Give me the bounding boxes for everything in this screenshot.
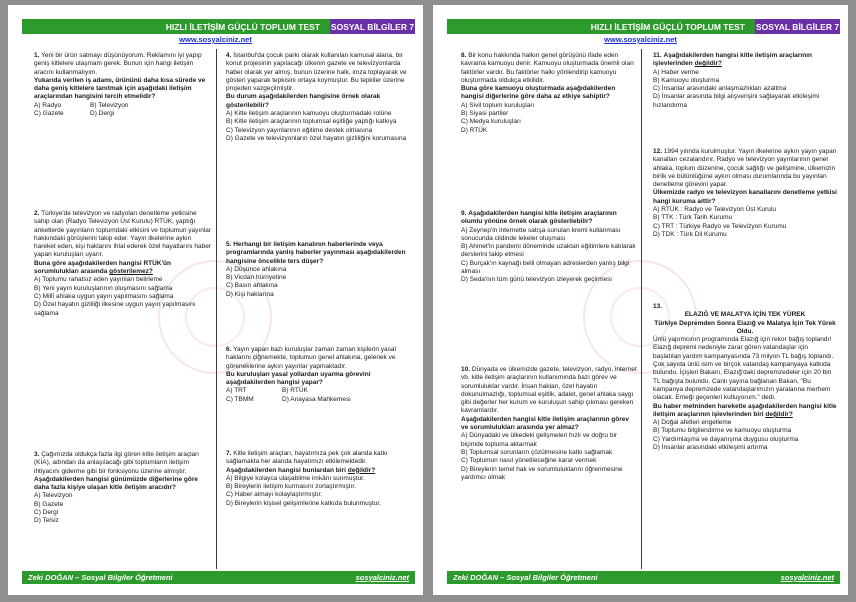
question-stem: Aşağıdakilerden hangisi günümüzde diğerlerine göre daha fazla kişiye ulaşan kitle iletişim aracıdır?: [34, 475, 198, 492]
option-c[interactable]: C) Gazete: [34, 110, 64, 118]
page-header: [447, 19, 840, 34]
question-text: Çağımızda oldukça fazla ilgi gören kitle iletişim araçları (KİA), adından da anlaşılacağı gibi toplumların iletişim ihtiyacını giderme gibi bir fonksiyonu üzerine almıştır.: [34, 451, 200, 475]
option-b[interactable]: B) Bireylerin iletişim kurmasını zorlaştırmıştır.: [226, 483, 357, 491]
question-text: 1994 yılında kurulmuştur. Yayın ilkelerine aykırı yayın yapan kanalları cezalandırır. Radyo ve televizyon yayınlarının genel ahlaka, toplum düzenine, çocuk sağlığı ve gelişimine, ülkemizin birlik ve bütünlüğüne aykırı olması durumlarında bu yayınları denetleme görevini yapar.: [653, 148, 837, 189]
option-d[interactable]: D) RTÜK: [461, 126, 488, 134]
option-d[interactable]: D) Özel hayatın gizliliği ilkesine uygun yayın yapılmasını sağlama: [34, 301, 196, 317]
column-divider: [641, 49, 642, 569]
option-d[interactable]: D) Gazete ve televizyonların özel hayatın gizliliğini korumasına: [226, 134, 407, 142]
site-link[interactable]: www.sosyalciniz.net: [179, 35, 252, 44]
option-b[interactable]: B) Vicdan hürriyetine: [226, 274, 287, 282]
question-text: Yayın yapan bazı kuruluşlar zaman zaman kişilerin yasal haklarını çiğnemekte, toplumun genel ahlakına, gelenek ve göreneklerine aykırı yayınlar yapmaktadır.: [226, 346, 396, 370]
footer-link[interactable]: sosyalciniz.net: [355, 573, 409, 582]
subject-badge: SOSYAL BİLGİLER 7: [755, 19, 840, 34]
option-b[interactable]: B) TTK : Türk Tarih Kurumu: [653, 214, 733, 222]
question-stem: Aşağıdakilerden hangisi kitle iletişim araçlarının olumlu yönüne örnek olarak gösterilebilir?: [461, 210, 617, 226]
option-d[interactable]: D) Bireylerin kişisel gelişimlerine katkıda bulunmuştur.: [226, 499, 381, 507]
news-subheadline: Türkiye Depremden Sonra Elazığ ve Malatya İçin Tek Yürek Oldu.: [654, 319, 836, 335]
option-b[interactable]: B) Yeni yayın kuruluşlarının oluşmasını sağlama: [34, 284, 173, 292]
option-d[interactable]: D) Kişi haklarına: [226, 290, 274, 298]
option-a[interactable]: A) Sivil toplum kuruluşları: [461, 101, 535, 109]
option-d[interactable]: D) Telsiz: [34, 517, 59, 525]
option-a[interactable]: A) TRT: [226, 387, 247, 395]
question-stem: Bu kuruluşları yasal yollardan uyarma görevini aşağıdakilerden hangisi yapar?: [226, 370, 371, 387]
option-a[interactable]: A) Dünyadaki ve ülkedeki gelişmeleri hızlı ve doğru bir biçimde topluma aktarmak: [461, 432, 618, 448]
question-13: [653, 303, 837, 452]
question-number: 11.: [653, 52, 662, 59]
option-c[interactable]: C) Toplumun nasıl yönetileceğine karar vermek: [461, 457, 597, 465]
option-a[interactable]: A) Kitle iletişim araçlarının kamuoyu oluşturmadaki rolüne: [226, 110, 392, 118]
subject-badge: SOSYAL BİLGİLER 7: [330, 19, 415, 34]
page-left: [8, 5, 423, 595]
question-number: 9.: [461, 210, 467, 217]
page-header: [22, 19, 415, 34]
question-stem: Buna göre aşağıdakilerden hangisi RTÜK'ün sorumlulukları arasında: [34, 259, 171, 276]
page-right: [433, 5, 848, 595]
author-credit: Zeki DOĞAN – Sosyal Bilgiler Öğretmeni: [28, 573, 173, 582]
question-stem: Bu durum aşağıdakilerden hangisine örnek olarak gösterilebilir?: [226, 93, 381, 109]
option-b[interactable]: B) Ahmet'in pandemi döneminde uzaktan eğitimlere katılarak derslerini takip etmesi: [461, 243, 636, 259]
question-stem: Herhangi bir iletişim kanalının haberlerinde veya programlarında yanlış haberler yayınması aşağıdakilerden hangisine öncelikle ters düşer?: [226, 241, 406, 265]
option-a[interactable]: A) Bilgiye kolayca ulaşabilme imkânı sunmuştur.: [226, 474, 365, 482]
option-c[interactable]: C) Yardımlaşma ve dayanışma duygusu oluşturma: [653, 435, 799, 443]
question-8: [461, 52, 637, 135]
option-c[interactable]: C) TBMM: [226, 395, 254, 403]
option-d[interactable]: D) TDK : Türk Dil Kurumu: [653, 230, 727, 238]
option-d[interactable]: D) İnsanlar arasındaki etkileşimi artırma: [653, 444, 768, 452]
option-c[interactable]: C) Burçak'ın kaynağı belli olmayan adreslerden yanlış bilgi alması: [461, 259, 630, 276]
question-12: [653, 148, 837, 239]
question-number: 2.: [34, 210, 40, 217]
question-3: [34, 451, 212, 526]
question-number: 13.: [653, 303, 663, 310]
option-c[interactable]: C) Medya kuruluşları: [461, 118, 521, 126]
question-stem: Yukarıda verilen iş adamı, ürününü daha kısa sürede ve daha geniş kitlelere tanıtmak için aşağıdaki iletişim araçlarından hangisini tercih etmelidir?: [34, 76, 206, 101]
option-b[interactable]: B) Kitle iletişim araçlarının toplumsal eşitliğe yaptığı katkıya: [226, 118, 397, 126]
question-text: Dünyada ve ülkemizde gazete, televizyon, radyo, internet vb. kitle iletişim araçlarının kullanımında bazı görev ve sorumluluklar vardır. İnsan hakları, özel hayatın dokunulmazlığı, toplumsal eşitlik, adalet, genel ahlaka saygı gibi değerler her kurum ve kuruluşun sahip çıkması gereken kavramlardır.: [461, 366, 637, 415]
question-1: [34, 52, 212, 118]
test-title: HIZLI İLETİŞİM GÜÇLÜ TOPLUM TEST: [22, 19, 330, 34]
option-b[interactable]: B) Siyasi partiler: [461, 110, 509, 118]
option-b[interactable]: B) Toplumu bilgilendirme ve kamuoyu oluşturma: [653, 427, 792, 435]
option-d[interactable]: D) Anayasa Mahkemesi: [282, 395, 351, 403]
question-text: Ünlü yapımcının programında Elazığ için rekor bağış toplandı! Elazığ depremi nedeniyle zarar gören vatandaşlar için başlatılan yardım kampanyasında 73 milyon TL bağış toplandı. Çok sayıda ünlü isim ve birçok vatandaş kampanyaya katkıda bulundu. İçişleri Bakanı, Elazığ'daki depremzedeler için 20 bin TL bağışta bulundu. Canlı yayına bağlanan Bakan, "Bu kampanya depremzede vatandaşlarımızın yaralarına merhem olacak. Emeği geçenleri kutluyorum." dedi.: [653, 336, 834, 402]
option-c[interactable]: C) Dergi: [34, 509, 59, 517]
question-stem: Ülkemizde radyo ve televizyon kanallarını denetleme yetkisi hangi kuruma aittir?: [653, 189, 837, 205]
option-a[interactable]: A) Düşünce ahlakına: [226, 265, 287, 273]
option-d[interactable]: D) Seda'nın tüm günü televizyon izleyerek geçirmesi: [461, 276, 612, 284]
footer-link[interactable]: sosyalciniz.net: [780, 573, 834, 582]
question-text: Yeni bir ürün satmayı düşünüyorum. Reklamını iyi yapıp geniş kitlelere ulaşmam gerek. Bunun için hangi iletişim aracını kullanmalıyım.: [34, 52, 202, 76]
option-d[interactable]: D) İnsanlar arasında bilgi alışverişini sağlayarak etkileşimi hızlandırma: [653, 93, 820, 109]
option-b[interactable]: B) RTÜK: [282, 387, 308, 395]
question-9: [461, 210, 637, 285]
page-footer: [22, 571, 415, 584]
question-number: 1.: [34, 52, 40, 59]
author-credit: Zeki DOĞAN – Sosyal Bilgiler Öğretmeni: [453, 573, 598, 582]
news-headline: ELAZIĞ VE MALATYA İÇİN TEK YÜREK: [684, 311, 806, 319]
question-negation: gösterilemez?: [109, 268, 153, 276]
option-b[interactable]: B) Kamuoyu oluşturma: [653, 76, 720, 84]
question-7: [226, 450, 412, 508]
question-stem: Aşağıdakilerden hangisi kitle iletişim araçlarının işlevlerinden: [653, 52, 812, 68]
option-a[interactable]: A) Toplumu rahatsız eden yayınları belirleme: [34, 276, 163, 284]
option-b[interactable]: B) Toplumsal sorunların çözülmesine katkı sağlamak: [461, 448, 613, 456]
option-a[interactable]: A) Radyo: [34, 101, 62, 109]
question-number: 8.: [461, 52, 467, 59]
option-a[interactable]: A) RTÜK : Radyo ve Televizyon Üst Kurulu: [653, 206, 776, 214]
option-b[interactable]: B) Gazete: [34, 500, 64, 508]
option-c[interactable]: C) Televizyon yayınlarının eğitime destek olmasına: [226, 126, 373, 134]
question-stem: Bu haber metninden hareketle aşağıdakilerden hangisi kitle iletişim araçlarının işlevlerinden biri: [653, 402, 837, 418]
option-a[interactable]: A) Zeynep'in internette satışa sunulan kremi kullanması sonucunda cildinde lekeler oluşması: [461, 226, 621, 242]
site-link[interactable]: www.sosyalciniz.net: [604, 35, 677, 44]
option-c[interactable]: C) Basın ahlakına: [226, 282, 278, 290]
option-d[interactable]: D) Bireylerin temel hak ve sorumluluklarını öğrenmesine yardımcı olmak: [461, 465, 623, 481]
question-text: Türkiye'de televizyon ve radyoları denetleme yetkisine sahip olan (Radyo Televizyon Üst Kurulu) RTÜK, yaptığı anketlerde yayınların toplumdaki etkisini ve toplumun yayınlar hakkındaki görüşlerini takip eder. Yayın ilkelerine aykırı hareket eden, kişi haklarını ihlal ederek özel hayatlarını haber yapan kuruluşları uyarır.: [34, 210, 212, 259]
question-text: İstanbul'da çocuk parkı olarak kullanılan kamusal alana, bir konut projesinin yapılacağı ülkenin gazete ve televizyonlarda haber olarak yer almış, bunun üzerine halk, imza toplayarak ve gösteri yaparak tepkisini ortaya koymuştur. Bu tepkiler üzerine projeden vazgeçilmiştir.: [226, 52, 407, 93]
option-c[interactable]: C) Millî ahlaka uygun yayın yapılmasını sağlama: [34, 292, 174, 300]
question-negation: değildir?: [694, 60, 723, 68]
question-11: [653, 52, 837, 110]
question-4: [226, 52, 412, 143]
option-a[interactable]: A) Televizyon: [34, 492, 73, 500]
question-number: 6.: [226, 346, 232, 353]
question-number: 12.: [653, 148, 663, 155]
question-stem: Aşağıdakilerden hangisi kitle iletişim araçlarının görev ve sorumlulukları arasında yer almaz?: [461, 415, 629, 432]
question-number: 4.: [226, 52, 232, 59]
question-2: [34, 210, 212, 318]
question-5: [226, 241, 412, 299]
option-c[interactable]: C) İnsanlar arasındaki anlaşmazlıkları azaltma: [653, 85, 787, 93]
question-number: 10.: [461, 366, 471, 373]
question-10: [461, 366, 637, 482]
page-footer: [447, 571, 840, 584]
question-number: 3.: [34, 451, 40, 458]
question-6: [226, 346, 412, 404]
option-a[interactable]: A) Haber verme: [653, 68, 699, 76]
option-d[interactable]: D) Dergi: [90, 110, 115, 118]
question-negation: değildir?: [765, 410, 793, 418]
column-divider: [216, 49, 217, 569]
question-text: Kitle iletişim araçları, hayatımıza pek çok alanda katkı sağlamakta her alanda hayatımızı etkilemektedir.: [226, 450, 388, 466]
question-negation: değildir?: [347, 466, 376, 474]
question-number: 5.: [226, 241, 232, 248]
question-number: 7.: [226, 450, 232, 457]
option-a[interactable]: A) Doğal afetleri engelleme: [653, 419, 732, 427]
option-b[interactable]: B) Televizyon: [90, 101, 129, 109]
question-stem: Buna göre kamuoyu oluşturmada aşağıdakilerden hangisi diğerlerine göre daha az etkiye sahiptir?: [461, 85, 616, 101]
option-c[interactable]: C) Haber almayı kolaylaştırmıştır.: [226, 491, 323, 499]
question-stem: Aşağıdakilerden hangisi bunlardan biri: [226, 466, 346, 474]
question-text: Bir konu hakkında halkın genel görüşünü ifade eden kavrama kamuoyu denir. Kamuoyu oluşturmada önemli olan faktörler vardır. Bu faktörler halkı yönlendirip kamuoyu oluşturmada oldukça etkilidir.: [461, 52, 634, 84]
test-title: HIZLI İLETİŞİM GÜÇLÜ TOPLUM TEST: [447, 19, 755, 34]
option-c[interactable]: C) TRT : Türkiye Radyo ve Televizyon Kurumu: [653, 222, 787, 230]
